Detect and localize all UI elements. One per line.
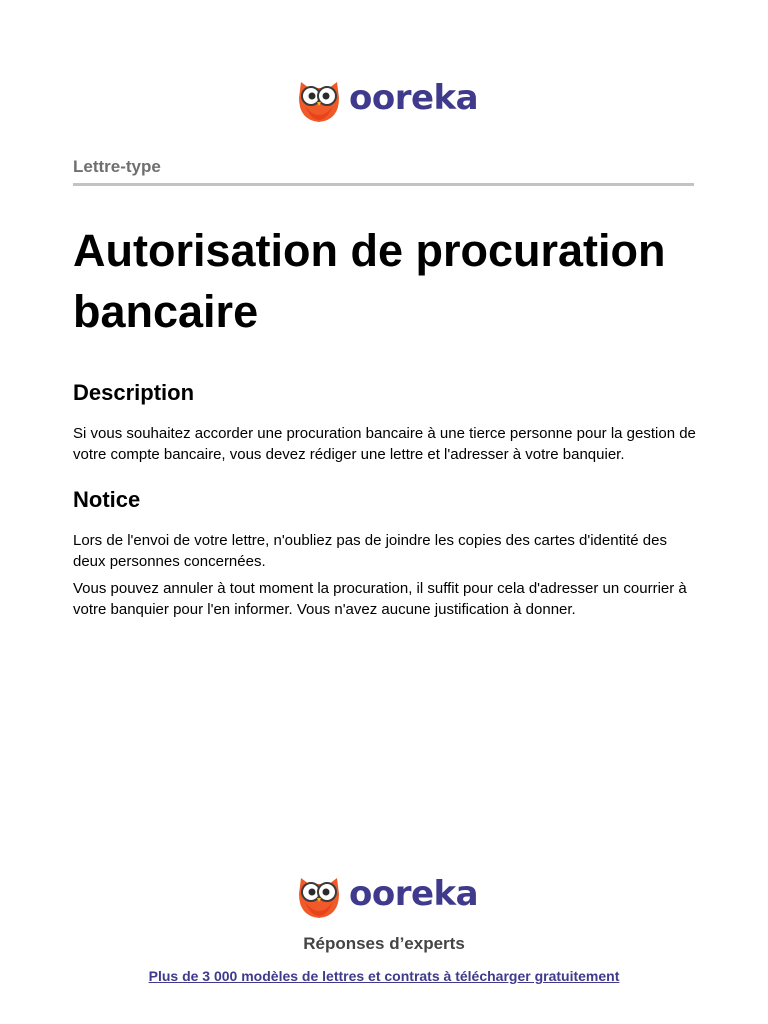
notice-paragraph-1: Lors de l'envoi de votre lettre, n'oubliez pas de joindre les copies des cartes d'identité des deux personnes concernées. [73, 532, 667, 570]
description-heading: Description [73, 380, 195, 405]
page-title: Autorisation de procuration bancaire [73, 225, 666, 337]
logo-wordmark: ooreka [349, 78, 479, 118]
owl-icon [297, 872, 341, 920]
divider [73, 183, 694, 186]
notice-heading: Notice [73, 487, 141, 512]
logo-wordmark: ooreka [349, 874, 479, 914]
footer-link[interactable]: Plus de 3 000 modèles de lettres et contrats à télécharger gratuitement [148, 968, 620, 984]
footer-logo[interactable] [297, 872, 478, 920]
notice-paragraph-2: Vous pouvez annuler à tout moment la procuration, il suffit pour cela d'adresser un courrier à votre banquier pour l'en informer. Vous n'avez aucune justification à donner. [73, 580, 687, 618]
header-logo[interactable] [297, 76, 478, 124]
section-label: Lettre-type [73, 157, 161, 176]
footer-tagline: Réponses d’experts [303, 934, 465, 953]
owl-icon [297, 76, 341, 124]
description-paragraph: Si vous souhaitez accorder une procuration bancaire à une tierce personne pour la gestion de votre compte bancaire, vous devez rédiger une lettre et l'adresser à votre banquier. [73, 425, 696, 463]
